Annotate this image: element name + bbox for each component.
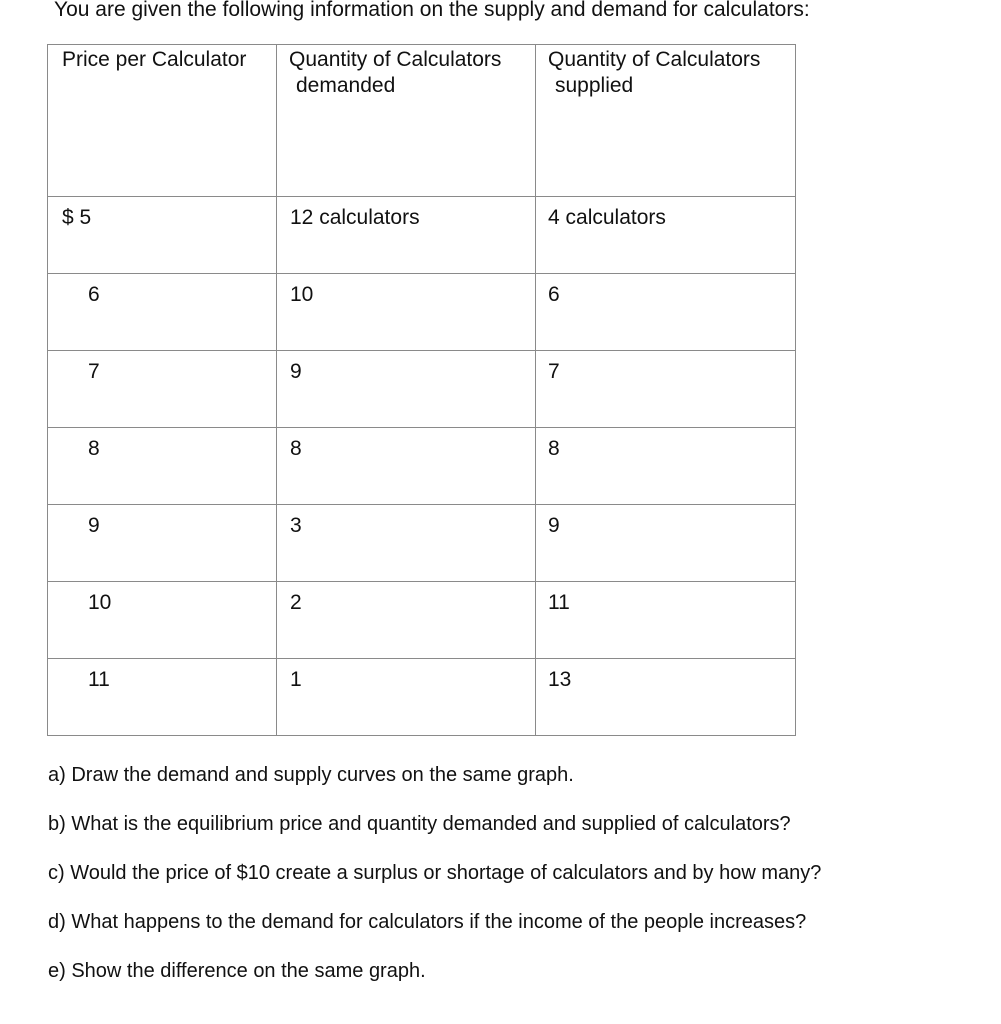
supplied-cell: 13 — [548, 668, 572, 691]
supplied-cell: 9 — [548, 514, 560, 537]
supplied-cell: 7 — [548, 360, 560, 383]
price-cell: 11 — [88, 668, 110, 691]
supplied-cell: 4 calculators — [548, 206, 666, 229]
table-row — [48, 274, 796, 351]
demanded-cell: 9 — [290, 360, 302, 383]
header-price-label: Price per Calculator — [62, 48, 247, 71]
price-cell: 10 — [88, 591, 112, 614]
header-price — [48, 45, 277, 197]
table-row — [48, 351, 796, 428]
table-row — [48, 197, 796, 274]
demanded-cell: 10 — [290, 283, 314, 306]
price-cell: 7 — [88, 360, 100, 383]
header-supplied-line2: supplied — [555, 74, 634, 97]
header-quantity-demanded — [277, 45, 536, 197]
table-row — [48, 582, 796, 659]
header-supplied-line1: Quantity of Calculators — [548, 48, 761, 71]
demanded-cell: 8 — [290, 437, 302, 460]
supplied-cell: 11 — [548, 591, 570, 614]
price-cell: $ 5 — [62, 206, 92, 229]
intro-text: You are given the following information on the supply and demand for calculators: — [54, 0, 810, 21]
price-cell: 9 — [88, 514, 100, 537]
demanded-cell: 1 — [290, 668, 302, 691]
demanded-cell: 12 calculators — [290, 206, 420, 229]
price-cell: 6 — [88, 283, 100, 306]
header-demanded-line1: Quantity of Calculators — [289, 48, 502, 71]
supplied-cell: 8 — [548, 437, 560, 460]
table-row — [48, 659, 796, 736]
question-a: a) Draw the demand and supply curves on the same graph. — [48, 764, 574, 786]
header-demanded-line2: demanded — [296, 74, 396, 97]
demanded-cell: 2 — [290, 591, 302, 614]
table-row — [48, 428, 796, 505]
supply-demand-table — [47, 44, 796, 736]
header-quantity-supplied — [536, 45, 796, 197]
question-d: d) What happens to the demand for calculators if the income of the people increases? — [48, 911, 807, 933]
demanded-cell: 3 — [290, 514, 302, 537]
question-b: b) What is the equilibrium price and quantity demanded and supplied of calculators? — [48, 813, 791, 835]
question-e: e) Show the difference on the same graph. — [48, 960, 426, 982]
question-list — [48, 760, 821, 1005]
price-cell: 8 — [88, 437, 100, 460]
table-row — [48, 505, 796, 582]
supplied-cell: 6 — [548, 283, 560, 306]
table-header-row — [48, 45, 796, 197]
question-c: c) Would the price of $10 create a surplus or shortage of calculators and by how many? — [48, 862, 822, 884]
